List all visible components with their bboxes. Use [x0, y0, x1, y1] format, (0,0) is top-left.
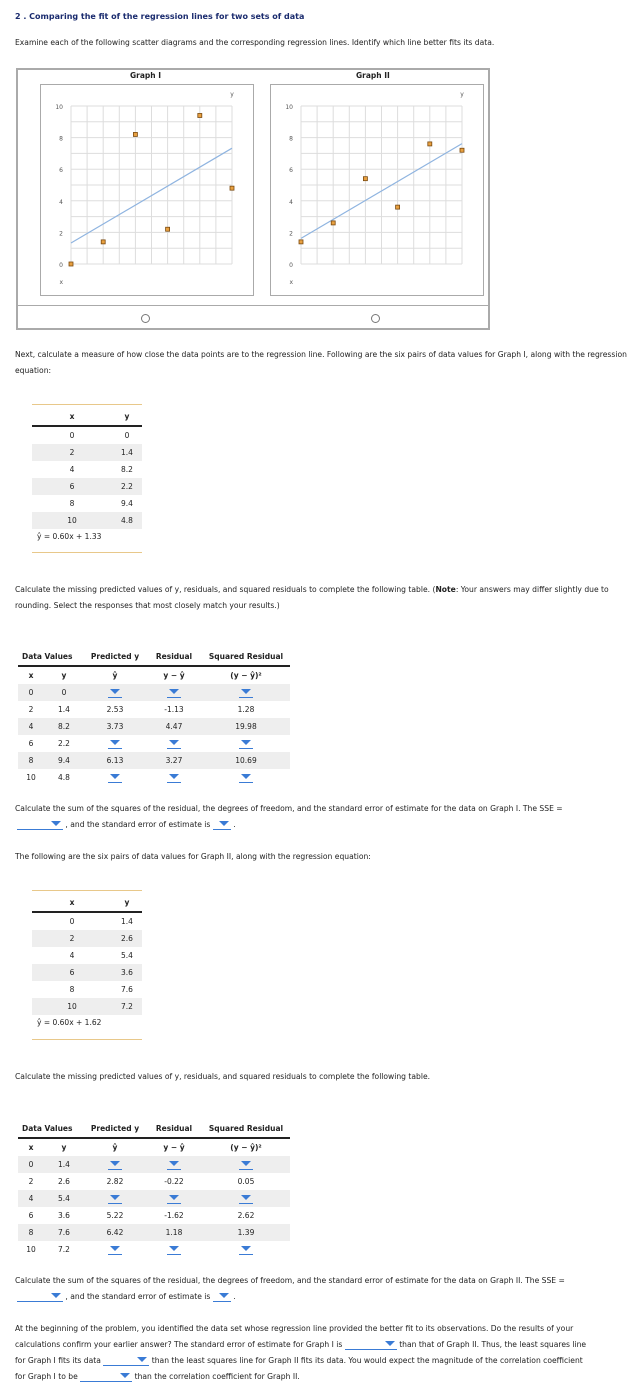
y-tick-label: 6	[59, 167, 63, 175]
answer-dropdown[interactable]	[108, 688, 122, 698]
graph2-residual-table	[18, 1120, 290, 1258]
sub-header: (y − ŷ)²	[230, 1143, 262, 1152]
data-point	[101, 240, 105, 244]
answer-dropdown[interactable]	[239, 688, 253, 698]
cell: 6.13	[106, 756, 124, 765]
sub-header: y	[61, 1143, 67, 1152]
cell: 0	[69, 917, 75, 926]
cell: 19.98	[235, 722, 257, 731]
y-tick-label: 0	[289, 262, 293, 269]
y-axis-label: y	[230, 91, 234, 98]
next-instructions: Next, calculate a measure of how close the data points are to the regression line. Following are the six pairs of data values for Graph I, along with the regression equation:	[15, 350, 627, 375]
cell: 10	[67, 1002, 77, 1011]
cell: 6	[28, 739, 34, 748]
cell: 7.6	[58, 1228, 70, 1237]
y-tick-label: 4	[289, 198, 293, 206]
cell: 8.2	[58, 722, 70, 731]
cell: 0	[28, 1160, 34, 1169]
y-tick-label: 10	[55, 104, 63, 111]
y-tick-label: 8	[59, 135, 63, 143]
sub-header: x	[28, 1143, 34, 1152]
cell: 4	[69, 465, 75, 474]
cell: 0	[28, 688, 34, 697]
y-tick-label: 2	[59, 230, 63, 238]
conclusion-question: At the beginning of the problem, you identified the data set whose regression line provided the better fit to its observations. Do the results of your calculations confirm your earlier answer? The standard error of estimate for Graph I is than that of Graph II. Thus, the least squares line for Graph I fits its data than the least squares line for Graph II fits its data. You would expect the magnitude of the correlation coefficient for Graph I to be than the correlation coefficient for Graph II.	[15, 1324, 587, 1381]
answer-cell	[84, 735, 146, 752]
cell: 1.4	[58, 1160, 70, 1169]
cell: 7.2	[121, 1002, 133, 1011]
table-row	[18, 1173, 290, 1190]
data-point	[363, 177, 367, 181]
cell: 3.6	[121, 968, 133, 977]
answer-cell	[84, 1190, 146, 1207]
squared-residual-header: Squared Residual	[208, 652, 284, 661]
cell: -1.13	[164, 705, 184, 714]
cell: 5.4	[121, 951, 133, 960]
cell: 9.4	[58, 756, 70, 765]
data-point	[166, 227, 170, 231]
cell: 2.6	[121, 934, 133, 943]
cell: 8	[28, 1228, 34, 1237]
correlation-compare-dropdown[interactable]	[80, 1372, 132, 1382]
answer-cell	[202, 735, 290, 752]
answer-dropdown[interactable]	[239, 1245, 253, 1255]
cell: 8	[69, 985, 75, 994]
cell: 2.53	[106, 705, 124, 714]
cell: 1.39	[237, 1228, 255, 1237]
answer-cell	[202, 1241, 290, 1258]
cell: 9.4	[121, 499, 133, 508]
cell: 8	[69, 499, 75, 508]
table-row	[18, 769, 290, 786]
data-point	[69, 262, 73, 266]
cell: 1.4	[121, 917, 133, 926]
answer-cell	[202, 1156, 290, 1173]
data-point	[428, 142, 432, 146]
cell: 0	[124, 431, 130, 440]
data-values-header: Data Values	[22, 1124, 73, 1133]
cell: 2	[28, 705, 34, 714]
sse2-question: Calculate the sum of the squares of the residual, the degrees of freedom, and the standard error of estimate for the data on Graph II. The SSE = , and the standard error of estimate is .	[15, 1276, 565, 1301]
answer-cell	[84, 1241, 146, 1258]
residual-header: Residual	[155, 1124, 193, 1133]
answer-cell	[202, 769, 290, 786]
graph1-equation: ŷ = 0.60x + 1.33	[37, 532, 102, 541]
cell: 4	[28, 1194, 34, 1203]
answer-dropdown[interactable]	[239, 739, 253, 749]
cell: 2	[28, 1177, 34, 1186]
x-axis-label: x	[289, 279, 293, 286]
se2-dropdown[interactable]	[213, 1292, 231, 1302]
answer-dropdown[interactable]	[167, 1160, 181, 1170]
graph1-title: Graph I	[130, 71, 162, 80]
answer-cell	[146, 769, 202, 786]
cell: 4.8	[121, 516, 133, 525]
answer-cell	[146, 735, 202, 752]
answer-cell	[84, 1156, 146, 1173]
y-tick-label: 10	[285, 104, 293, 111]
cell: 10	[67, 516, 77, 525]
answer-dropdown[interactable]	[167, 688, 181, 698]
cell: 6	[69, 482, 75, 491]
answer-dropdown[interactable]	[108, 1194, 122, 1204]
sub-header: x	[28, 671, 34, 680]
table-row	[18, 735, 290, 752]
graph1-scatter	[40, 84, 254, 296]
table-row	[18, 1156, 290, 1173]
table-row	[18, 1207, 290, 1224]
sub-header: y − ŷ	[163, 1143, 185, 1152]
cell: 0	[61, 688, 67, 697]
data-values-header: Data Values	[22, 652, 73, 661]
fit-compare-dropdown[interactable]	[103, 1356, 149, 1366]
graph2-data-table	[32, 890, 142, 1040]
graph1-radio[interactable]	[141, 314, 150, 323]
answer-cell	[202, 684, 290, 701]
graph2-equation: ŷ = 0.60x + 1.62	[37, 1018, 102, 1027]
cell: 10	[26, 773, 36, 782]
graph2-radio[interactable]	[371, 314, 380, 323]
cell: 0.05	[237, 1177, 255, 1186]
sub-header: (y − ŷ)²	[230, 671, 262, 680]
answer-dropdown[interactable]	[167, 739, 181, 749]
answer-dropdown[interactable]	[108, 739, 122, 749]
sub-header: y − ŷ	[163, 671, 185, 680]
y-tick-label: 0	[59, 262, 63, 269]
graph1-data-table	[32, 404, 142, 553]
answer-cell	[146, 1156, 202, 1173]
cell: 0	[69, 431, 75, 440]
answer-dropdown[interactable]	[167, 1245, 181, 1255]
se1-dropdown[interactable]	[213, 820, 231, 830]
answer-cell	[146, 1190, 202, 1207]
cell: 7.2	[58, 1245, 70, 1254]
answer-dropdown[interactable]	[108, 1160, 122, 1170]
sse2-dropdown[interactable]	[17, 1292, 63, 1302]
cell: 6	[69, 968, 75, 977]
col-x: x	[69, 412, 75, 421]
answer-cell	[146, 1241, 202, 1258]
data-point	[460, 148, 464, 152]
calc-instructions-2: Calculate the missing predicted values of y, residuals, and squared residuals to complete the following table.	[15, 1072, 431, 1081]
cell: 3.6	[58, 1211, 70, 1220]
sse1-dropdown[interactable]	[17, 820, 63, 830]
col-y: y	[124, 898, 130, 907]
answer-cell	[84, 684, 146, 701]
sub-header: y	[61, 671, 67, 680]
data-point	[396, 205, 400, 209]
data-point	[299, 240, 303, 244]
sse1-question: Calculate the sum of the squares of the residual, the degrees of freedom, and the standard error of estimate for the data on Graph I. The SSE = , and the standard error of estimate is .	[15, 804, 563, 829]
answer-dropdown[interactable]	[239, 773, 253, 783]
cell: 4.47	[165, 722, 183, 731]
residual-header: Residual	[155, 652, 193, 661]
y-tick-label: 6	[289, 167, 293, 175]
table-row	[18, 701, 290, 718]
answer-dropdown[interactable]	[239, 1160, 253, 1170]
cell: 1.18	[165, 1228, 183, 1237]
graph2-instructions: The following are the six pairs of data values for Graph II, along with the regression equation:	[15, 852, 371, 861]
graph1-residual-table	[18, 648, 290, 786]
table-row	[18, 718, 290, 735]
col-y: y	[124, 412, 130, 421]
cell: 3.73	[106, 722, 124, 731]
table-row	[18, 1241, 290, 1258]
answer-dropdown[interactable]	[239, 1194, 253, 1204]
answer-dropdown[interactable]	[167, 773, 181, 783]
data-point	[331, 221, 335, 225]
cell: 2.6	[58, 1177, 70, 1186]
y-tick-label: 8	[289, 135, 293, 143]
cell: 1.4	[58, 705, 70, 714]
answer-dropdown[interactable]	[108, 1245, 122, 1255]
cell: 8	[28, 756, 34, 765]
answer-dropdown[interactable]	[167, 1194, 181, 1204]
predicted-header: Predicted y	[90, 652, 140, 661]
answer-cell	[84, 769, 146, 786]
cell: 4.8	[58, 773, 70, 782]
cell: 10.69	[235, 756, 257, 765]
cell: 2.62	[237, 1211, 255, 1220]
intro-text: Examine each of the following scatter diagrams and the corresponding regression lines. Identify which line better fits its data.	[15, 38, 495, 47]
cell: 10	[26, 1245, 36, 1254]
cell: 1.4	[121, 448, 133, 457]
table-row	[18, 1224, 290, 1241]
cell: 2.2	[121, 482, 133, 491]
cell: 6	[28, 1211, 34, 1220]
cell: 6.42	[106, 1228, 124, 1237]
squared-residual-header: Squared Residual	[208, 1124, 284, 1133]
cell: 1.28	[237, 705, 255, 714]
graph2-title: Graph II	[356, 71, 390, 80]
y-axis-label: y	[460, 91, 464, 98]
cell: 5.22	[106, 1211, 124, 1220]
question-heading: 2 . Comparing the fit of the regression lines for two sets of data	[15, 12, 305, 21]
calc-instructions-1: Calculate the missing predicted values of y, residuals, and squared residuals to complete the following table. (Note: Your answers may differ slightly due to rounding. Select the responses that most closely match your results.)	[15, 585, 609, 610]
col-x: x	[69, 898, 75, 907]
cell: 8.2	[121, 465, 133, 474]
cell: 2.2	[58, 739, 70, 748]
cell: 7.6	[121, 985, 133, 994]
cell: 2	[69, 934, 75, 943]
answer-cell	[146, 684, 202, 701]
x-axis-label: x	[59, 279, 63, 286]
se-compare-dropdown[interactable]	[345, 1340, 397, 1350]
answer-dropdown[interactable]	[108, 773, 122, 783]
table-row	[18, 752, 290, 769]
y-tick-label: 2	[289, 230, 293, 238]
cell: 2.82	[106, 1177, 124, 1186]
y-tick-label: 4	[59, 198, 63, 206]
table-row	[18, 684, 290, 701]
sub-header: ŷ	[112, 1143, 118, 1152]
sub-header: ŷ	[112, 671, 118, 680]
cell: 4	[69, 951, 75, 960]
cell: -1.62	[164, 1211, 184, 1220]
data-point	[230, 186, 234, 190]
cell: -0.22	[164, 1177, 184, 1186]
answer-cell	[202, 1190, 290, 1207]
cell: 4	[28, 722, 34, 731]
data-point	[198, 113, 202, 117]
table-row	[18, 1190, 290, 1207]
data-point	[133, 132, 137, 136]
graph2-scatter	[270, 84, 484, 296]
cell: 3.27	[165, 756, 183, 765]
cell: 2	[69, 448, 75, 457]
predicted-header: Predicted y	[90, 1124, 140, 1133]
cell: 5.4	[58, 1194, 70, 1203]
